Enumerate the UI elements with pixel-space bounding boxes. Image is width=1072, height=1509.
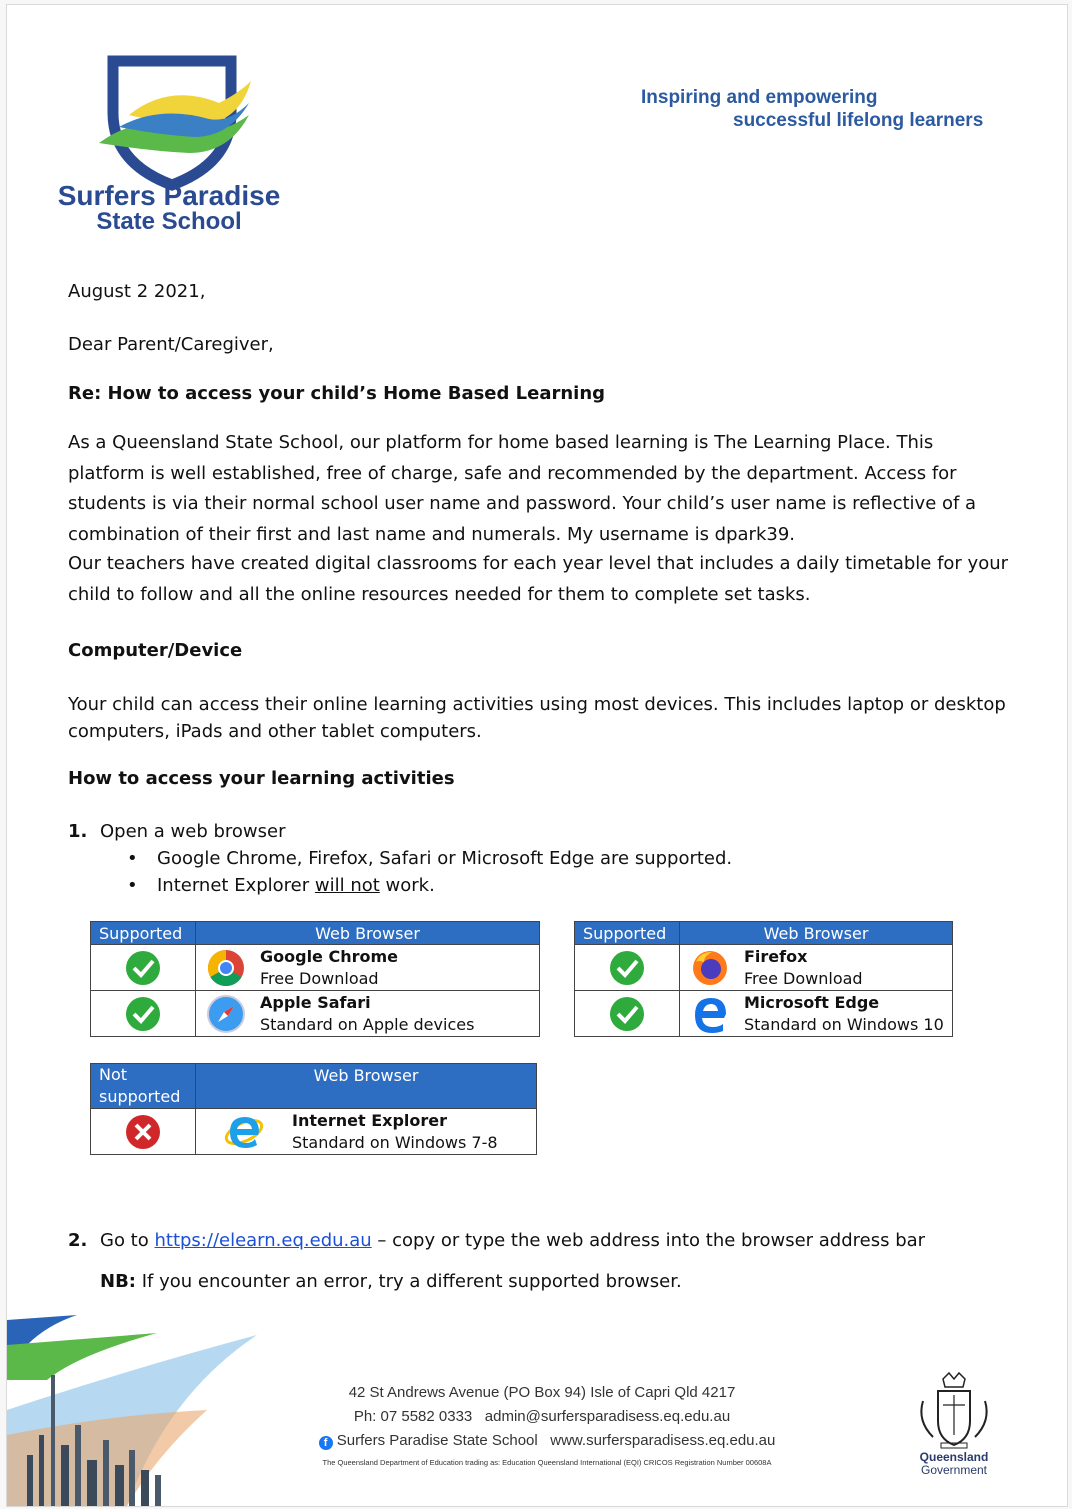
subject-heading: Re: How to access your child’s Home Based Learning <box>68 383 606 404</box>
table-row <box>91 991 540 1037</box>
table-row <box>575 945 953 991</box>
not-supported-header-line2: supported <box>99 1087 181 1106</box>
supported-header: Supported <box>91 922 196 945</box>
nb-label: NB: <box>100 1271 136 1292</box>
supported-header: Supported <box>575 922 680 945</box>
browser-name: Google Chrome <box>260 946 399 966</box>
tagline-line1: Inspiring and empowering <box>641 87 878 108</box>
footer-skyline-graphic <box>7 1315 267 1506</box>
browser-name: Internet Explorer <box>292 1110 448 1130</box>
step1-number: 1. <box>68 821 88 842</box>
footer-website: www.surfersparadisess.eq.edu.au <box>550 1432 776 1449</box>
browser-note: Standard on Apple devices <box>260 1014 475 1034</box>
bullet-2-emphasis: will not <box>314 875 380 896</box>
check-icon <box>125 950 161 986</box>
footer-phone: Ph: 07 5582 0333 <box>353 1408 473 1425</box>
device-paragraph: Your child can access their online learning activities using most devices. This includes laptop or desktop computers, iPads and other tablet computers. <box>68 694 1006 742</box>
qld-gov-sub: Government <box>920 1463 988 1477</box>
nb-text: If you encounter an error, try a different supported browser. <box>135 1271 682 1292</box>
ie-icon <box>224 1112 264 1152</box>
step1-text: Open a web browser <box>100 821 286 842</box>
elearn-link[interactable]: https://elearn.eq.edu.au <box>154 1230 372 1251</box>
cross-icon <box>125 1114 161 1150</box>
step2-text: Go to <box>100 1230 155 1251</box>
check-icon <box>609 996 645 1032</box>
nb-line <box>100 1271 682 1292</box>
bullet-1-text: Google Chrome, Firefox, Safari or Microsoft Edge are supported. <box>157 848 733 869</box>
device-heading: Computer/Device <box>68 640 243 661</box>
step2-line <box>100 1230 925 1251</box>
supported-browsers-table-right <box>574 921 953 1037</box>
bullet-2-text-end: work. <box>379 875 435 896</box>
access-heading: How to access your learning activities <box>68 768 455 789</box>
footer-address: 42 St Andrews Avenue (PO Box 94) Isle of Capri Qld 4217 <box>348 1384 736 1401</box>
web-browser-header: Web Browser <box>196 922 540 945</box>
edge-icon <box>690 994 730 1034</box>
classroom-paragraph: Our teachers have created digital classrooms for each year level that includes a daily timetable for your child to follow and all the online resources needed for them to complete set tasks. <box>68 553 1009 605</box>
qld-crest-icon <box>913 1371 995 1451</box>
qld-gov-name: Queensland <box>919 1450 989 1464</box>
letter-page <box>6 4 1068 1507</box>
chrome-icon <box>206 948 246 988</box>
browser-name: Microsoft Edge <box>744 992 880 1012</box>
school-name-line2: State School <box>96 208 242 235</box>
footer-contact <box>307 1408 777 1425</box>
not-supported-header <box>91 1064 196 1109</box>
table-row <box>91 945 540 991</box>
salutation: Dear Parent/Caregiver, <box>68 334 274 355</box>
web-browser-header: Web Browser <box>196 1064 537 1109</box>
bullet-dot: • <box>127 875 138 896</box>
safari-icon <box>206 994 246 1034</box>
bullet-2-text: Internet Explorer <box>157 875 315 896</box>
supported-browsers-table-left <box>90 921 540 1037</box>
table-row <box>91 1109 537 1155</box>
facebook-icon: f <box>319 1436 333 1450</box>
letter-date: August 2 2021, <box>68 281 206 302</box>
school-shield-logo <box>99 53 259 193</box>
browser-name: Firefox <box>744 946 808 966</box>
check-icon <box>125 996 161 1032</box>
intro-paragraph: As a Queensland State School, our platform for home based learning is The Learning Place. This platform is well established, free of charge, safe and recommended by the department. Access for students is via their normal school user name and password. Your child’s user name is reflective of a combination of their first and last name and numerals. My username is dpark39. <box>68 432 977 545</box>
check-icon <box>609 950 645 986</box>
footer-legal: The Queensland Department of Education trading as: Education Queensland International (EQI) CRICOS Registration Number 00608A <box>322 1458 772 1467</box>
step2-number: 2. <box>68 1230 88 1251</box>
not-supported-header-line1: Not <box>99 1065 128 1084</box>
footer-social <box>297 1432 797 1450</box>
not-supported-browsers-table <box>90 1063 537 1155</box>
browser-name: Apple Safari <box>260 992 371 1012</box>
tagline-line2: successful lifelong learners <box>733 110 984 131</box>
browser-note: Standard on Windows 7-8 <box>292 1132 498 1152</box>
browser-note: Free Download <box>744 968 863 988</box>
firefox-icon <box>690 948 730 988</box>
bullet-dot: • <box>127 848 138 869</box>
browser-note: Free Download <box>260 968 379 988</box>
browser-note: Standard on Windows 10 <box>744 1014 944 1034</box>
footer-email: admin@surfersparadisess.eq.edu.au <box>484 1408 731 1425</box>
step2-text-end: – copy or type the web address into the browser address bar <box>371 1230 926 1251</box>
school-name-line1: Surfers Paradise <box>57 180 281 211</box>
web-browser-header: Web Browser <box>680 922 953 945</box>
table-row <box>575 991 953 1037</box>
footer-facebook: Surfers Paradise State School <box>336 1432 538 1449</box>
